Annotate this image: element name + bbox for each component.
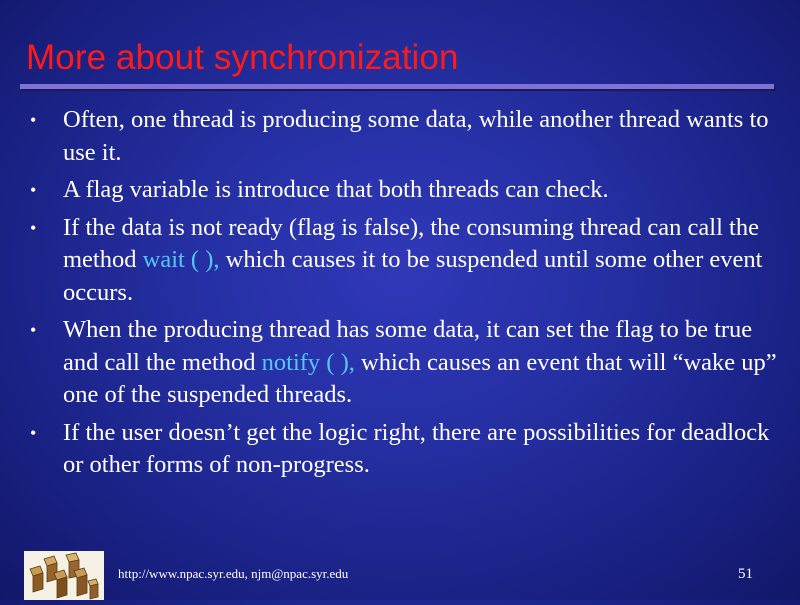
bullet-item-4 — [30, 314, 780, 412]
npac-logo-icon — [24, 551, 104, 600]
code-notify: notify ( ), — [261, 348, 355, 376]
bullet-item-3 — [30, 212, 780, 310]
bullet-dot-icon: • — [30, 180, 37, 200]
bullet-dot-icon: • — [30, 320, 37, 340]
bullet-text: When the producing thread has some data, it can set the flag to be true and call the method — [63, 316, 753, 376]
title-divider — [20, 84, 774, 89]
slide-title: More about synchronization — [26, 38, 459, 77]
code-wait: wait ( ), — [142, 246, 220, 273]
bullet-text: Often, one thread is producing some data, while another thread wants to use it. — [63, 106, 769, 166]
bullet-text-continued: which causes it to be suspended until some other event occurs. — [63, 246, 763, 306]
bullet-list — [30, 104, 780, 487]
bullet-item-2 — [30, 174, 780, 207]
bullet-text-continued: which causes an event that will “wake up” one of the suspended threads. — [63, 348, 777, 408]
bullet-item-5 — [30, 417, 780, 482]
bullet-dot-icon: • — [30, 217, 37, 238]
bullet-text: If the user doesn’t get the logic right, there are possibilities for deadlock or other forms of non-progress. — [63, 418, 770, 478]
page-number: 51 — [738, 566, 753, 582]
footer-url: http://www.npac.syr.edu, njm@npac.syr.edu — [118, 566, 349, 581]
bullet-text: If the data is not ready (flag is false), the consuming thread can call the method — [63, 213, 759, 273]
bullet-dot-icon: • — [30, 110, 37, 130]
bullet-item-1 — [30, 104, 780, 169]
bullet-text: A flag variable is introduce that both threads can check. — [63, 176, 609, 203]
bullet-dot-icon: • — [30, 422, 37, 443]
